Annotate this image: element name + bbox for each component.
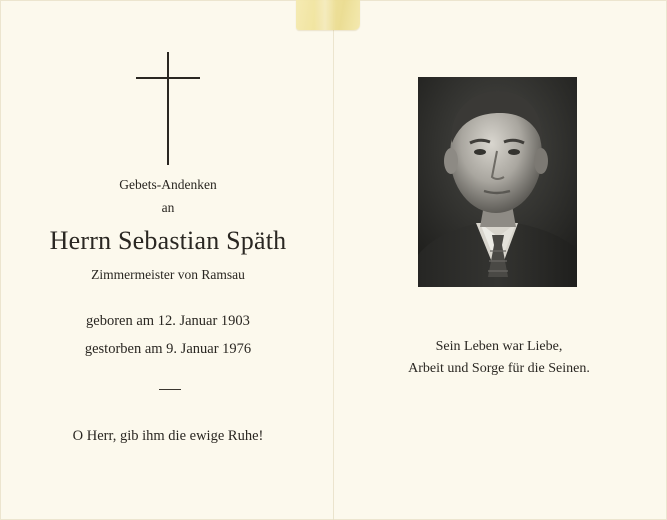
- birth-date: geboren am 12. Januar 1903: [86, 313, 250, 329]
- card-fold-line: [333, 0, 334, 520]
- adhesive-tape: [296, 0, 360, 30]
- occupation-text: Zimmermeister von Ramsau: [91, 267, 245, 282]
- death-date: gestorben am 9. Januar 1976: [84, 341, 252, 357]
- card-title: Gebets-Andenken: [119, 177, 217, 192]
- quote-line-1: Sein Leben war Liebe,: [435, 339, 563, 354]
- portrait-photo: [418, 77, 577, 287]
- cross-vertical-bar: [167, 52, 169, 165]
- quote-line-2: Arbeit und Sorge für die Seinen.: [408, 361, 590, 376]
- deceased-name: Herrn Sebastian Späth: [49, 226, 287, 255]
- portrait-illustration: [418, 77, 577, 287]
- divider-line: [159, 389, 181, 390]
- cross-horizontal-bar: [136, 77, 200, 79]
- preposition-text: an: [161, 200, 175, 215]
- prayer-text: O Herr, gib ihm die ewige Ruhe!: [72, 428, 264, 444]
